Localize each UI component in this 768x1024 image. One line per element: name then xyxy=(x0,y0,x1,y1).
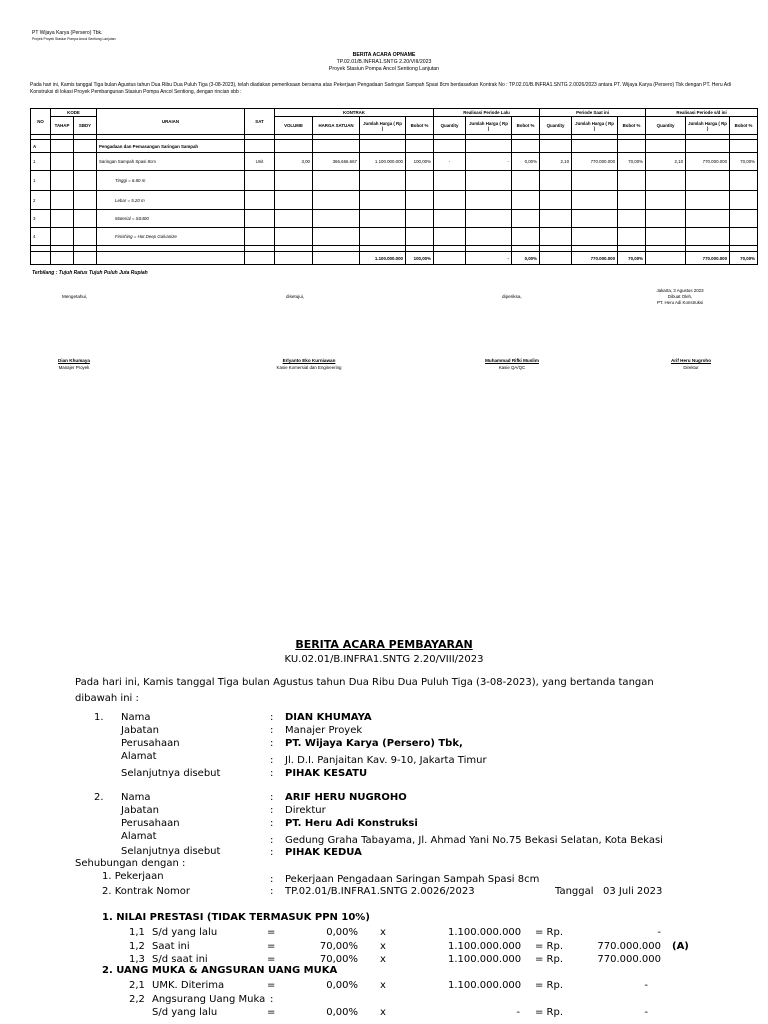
signer-name: Muhammad Rifki Muslim xyxy=(485,358,539,363)
col-sdini: Realisasi Periode s/d ini xyxy=(646,109,758,117)
table-row: 1 Saringan Sampah Spasi 8cm Unit 3,00 366.666.667 1.100.000.000 100,00% - - 0,00% 2,10 770.000.000 70,00% 2,10 770.000.000 70,00% xyxy=(31,153,758,171)
col-quantity: Quantity xyxy=(434,117,466,135)
pembayaran-number: KU.02.01/B.INFRA1.SNTG 2.20/VIII/2023 xyxy=(284,654,484,665)
col-volume: VOLUME xyxy=(275,117,313,135)
table-row: 2 Lebar = 5.20 m xyxy=(31,191,758,210)
col-ini: Periode Saat ini xyxy=(540,109,646,117)
col-sbdy: SBDY xyxy=(74,117,97,135)
col-quantity: Quantity xyxy=(646,117,686,135)
col-harga-satuan: HARGA SATUAN xyxy=(313,117,360,135)
col-no: NO xyxy=(31,109,51,135)
col-kontrak: KONTRAK xyxy=(275,109,434,117)
party1-name: DIAN KHUMAYA xyxy=(285,712,372,723)
pembayaran-title: BERITA ACARA PEMBAYARAN xyxy=(295,638,473,651)
col-bobot: Bobot % xyxy=(406,117,434,135)
opname-project: Proyek Stasiun Pompa Ancol Sentiong Lanjutan xyxy=(328,66,440,72)
table-total-row: 1.100.000.000 100,00% - 0,00% 770.000.000 70,00% 770.000.000 70,00% xyxy=(31,252,758,265)
opname-table xyxy=(30,108,758,265)
table-row: 3 Material = SS400 xyxy=(31,210,758,228)
opname-title: BERITA ACARA OPNAME xyxy=(352,52,416,58)
company-name: PT Wijaya Karya (Persero) Tbk. xyxy=(32,30,103,36)
sig-date-block: Jakarta, 3 Agustus 2023 Dibuat Oleh, PT. Heru Adi Konstruksi xyxy=(656,288,704,305)
col-jumlah-harga: Jumlah Harga ( Rp ) xyxy=(360,117,406,135)
project-small: Proyek Proyek Stasiun Pompa Ancol Sentiong Lanjutan xyxy=(32,37,116,41)
col-lalu: Realisasi Periode Lalu xyxy=(434,109,540,117)
pembayaran-intro: Pada hari ini, Kamis tanggal Tiga bulan Agustus tahun Dua Ribu Dua Puluh Tiga (3-08-2023), yang bertanda tangan dibawah ini : xyxy=(75,677,654,704)
signer-position: Direktur xyxy=(683,365,699,370)
table-row: A Pengadaan dan Pemasangan Saringan Sampah xyxy=(31,140,758,153)
section-nilai-prestasi: 1. NILAI PRESTASI (TIDAK TERMASUK PPN 10%) xyxy=(102,912,370,923)
terbilang: Terbilang : Tujuh Ratus Tujuh Puluh Juta Rupiah xyxy=(32,270,148,276)
pembayaran-page: BERITA ACARA PEMBAYARAN KU.02.01/B.INFRA1.SNTG 2.20/VIII/2023 Pada hari ini, Kamis tanggal Tiga bulan Agustus tahun Dua Ribu Dua Puluh Tiga (3-08-2023), yang bertanda tangan dibawah ini : 1. Nama : DIAN KHUMAYA Jabatan : Manajer Proyek Perusahaan : PT. Wijaya Karya (Persero) Tbk, Alamat : Jl. D.I. Panjaitan Kav. 9-10, Jakarta Timur Selanjutnya disebut : PIHAK KESATU 2. Nama : ARIF HERU NUGROHO Jabatan : Direktur Perusahaan : PT. Heru Adi Konstruksi Alamat : Gedung Graha Tabayama, Jl. Ahmad Yani No.75 Bekasi Selatan, Kota Bekasi Selanjutnya disebut : PIHAK KEDUA Sehubungan dengan : 1. Pekerjaan : Pekerjaan Pengadaan Saringan Sampah Spasi 8cm 2. Kontrak Nomor : TP.02.01/B.INFRA1.SNTG 2.0026/2023 Tanggal 03 Juli 2023 1. NILAI PRESTASI (TIDAK TERMASUK PPN 10%) 1,1 S/d yang lalu = 0,00% x 1.100.000.000 = Rp. - 1,2 Saat ini = 70,00% x 1.100.000.000 = Rp. 770.000.000 (A) 1,3 S/d saat ini = 70,00% x 1.100.000.000 = Rp. 770.000.000 2. UANG MUKA & ANGSURAN UANG MUKA 2,1 UMK. Diterima = 0,00% x 1.100.000.000 = Rp. - 2,2 Angsurang Uang Muka : S/d yang lalu = 0,00% x - = Rp. - xyxy=(0,600,768,1024)
sig-diperiksa: diperiksa, xyxy=(502,294,522,299)
col-sat: SAT xyxy=(245,109,275,135)
opname-intro: Pada hari ini, Kamis tanggal Tiga bulan Agustus tahun Dua Ribu Dua Puluh Tiga (3-08-2023), telah diadakan pemeriksaan bersama atas Pekerjaan Pengadaan Saringan Sampah Spasi 8cm berdasarkan Kontrak No : TP.02.01/B.INFRA1.SNTG 2.0026/2023 antara PT. Wijaya Karya (Persero) Tbk dengan PT. Heru Adi Konstruksi di lokasi Proyek Pembangunan Stasiun Pompa Ancol Sentiong, dengan rincian sbb : xyxy=(30,82,731,95)
signer-name: Arif Heru Nugroho xyxy=(670,358,712,363)
col-uraian: URAIAN xyxy=(97,109,245,135)
signer-position: Kasie QA/QC xyxy=(498,365,526,370)
col-quantity: Quantity xyxy=(540,117,572,135)
opname-number: TP.02.01/B.INFRA1.SNTG 2.20/VIII/2023 xyxy=(336,59,432,65)
tag-a: (A) xyxy=(672,941,689,952)
col-bobot: Bobot % xyxy=(618,117,646,135)
table-row: 4 Finishing = Hot Deep Galvanize xyxy=(31,228,758,246)
sehubungan: Sehubungan dengan : xyxy=(75,858,186,869)
signer-position: Manajer Proyek xyxy=(58,365,90,370)
col-bobot: Bobot % xyxy=(730,117,758,135)
sig-mengetahui: Mengetahui, xyxy=(62,294,88,299)
col-jumlah-harga: Jumlah Harga ( Rp ) xyxy=(572,117,618,135)
col-tahap: TAHAP xyxy=(51,117,74,135)
signer-position: Kasie Komersial dan Engineering xyxy=(276,365,342,370)
col-jumlah-harga: Jumlah Harga ( Rp ) xyxy=(466,117,512,135)
table-row: 1 Tinggi = 6.80 m xyxy=(31,171,758,191)
signer-name: Dian Khumaya xyxy=(58,358,90,363)
col-bobot: Bobot % xyxy=(512,117,540,135)
col-kode: KODE xyxy=(51,109,97,117)
signer-name: Erlyanto Eko Kurniawan xyxy=(282,358,336,363)
party2-name: ARIF HERU NUGROHO xyxy=(285,792,407,803)
section-uang-muka: 2. UANG MUKA & ANGSURAN UANG MUKA xyxy=(102,965,338,976)
col-jumlah-harga: Jumlah Harga ( Rp ) xyxy=(686,117,730,135)
sig-disetujui: disetujui, xyxy=(286,294,305,299)
